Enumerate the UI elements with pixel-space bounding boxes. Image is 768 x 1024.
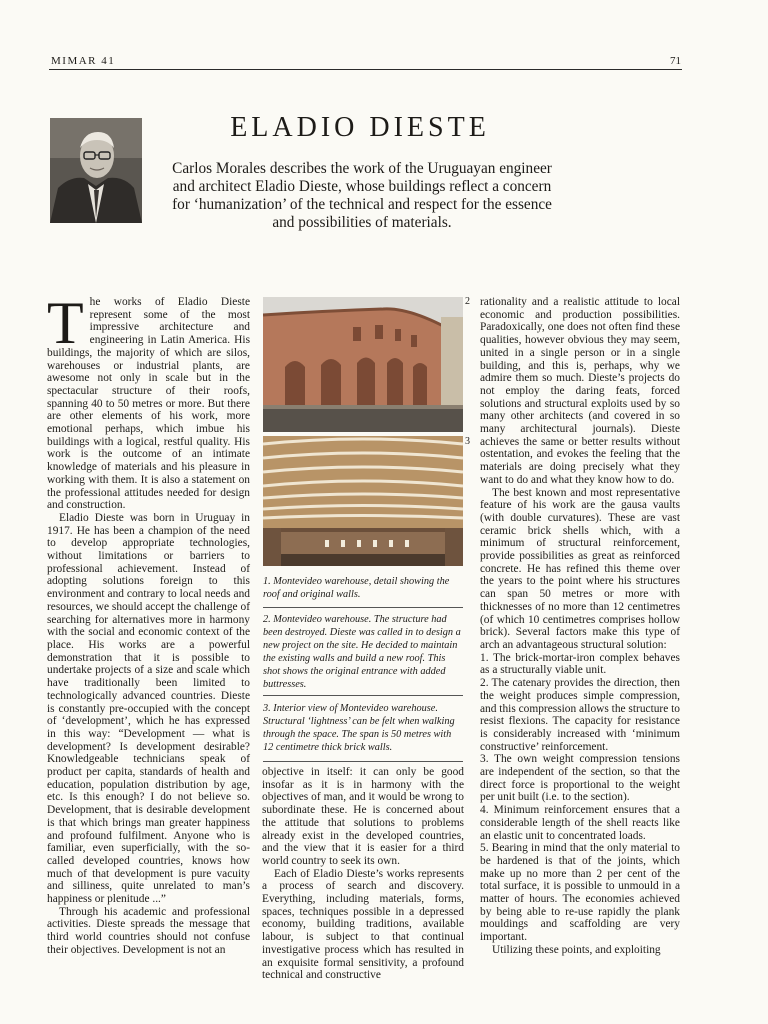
list-item: 4. Minimum reinforcement ensures that a considerable length of the shell reacts like an elastic unit to concentrated loads. bbox=[480, 804, 680, 842]
figure-number-3: 3 bbox=[465, 436, 470, 447]
article-deck: Carlos Morales describes the work of the Uruguayan engineer and architect Eladio Dieste, whose buildings reflect a concern for ‘humanization’ of the technical and respect for the essence and possibilities of materials. bbox=[172, 160, 552, 231]
journal-issue: MIMAR 41 bbox=[51, 55, 116, 67]
figure-caption-3: 3. Interior view of Montevideo warehouse. Structural ‘lightness’ can be felt when walking through the space. The span is 50 metres with 12 centimetre thick brick walls. bbox=[263, 703, 455, 753]
body-paragraph: Each of Eladio Dieste’s works represents a process of search and discovery. Everything, including materials, forms, spaces, techniques possible in a depressed economy, building traditions, available labour, is subject to that continual investigative process which has resulted in an exquisite formal sensitivity, a profound technical and constructive bbox=[262, 867, 464, 982]
body-paragraph: Utilizing these points, and exploiting bbox=[492, 943, 661, 956]
list-item: 1. The brick-mortar-iron complex behaves as a structurally viable unit. bbox=[480, 651, 680, 677]
body-paragraph: Eladio Dieste was born in Uruguay in 1917. He has been a champion of the need to develop appropriate technologies, without limitations or barriers to professional achievement. Instead of adopting solutions foreign to this environment and contrary to local needs and resources, we should accept the challenge of searching for alternatives more in harmony with the social and economic context of the place. His works are a powerful demonstration that it is possible to undertake projects of a size and scale which have traditionally been limited to technologically advanced countries. Dieste is constantly pre-occupied with the concept of ‘development’, which he has expressed in this way: “Development — what is development? Is development desirable? Knowledgeable technicians speak of product per capita, standards of health and education, population distribution by age, etc. Is this enough? I do not believe so. Development, that is desirable development is that which brings man greater happiness and profound fulfilment. Anyone who is familiar, even superficially, with the so-called developed countries, knows how much of that development is pure vacuity and silliness, quite unrelated to man’s happiness or plenitude ...” bbox=[47, 511, 250, 906]
figure-caption-2: 2. Montevideo warehouse. The structure had been destroyed. Dieste was called in to design a new project on the site. He decided to maintain the existing walls and build a new roof. This shot shows the original entrance with added buttresses. bbox=[263, 614, 461, 690]
page-number: 71 bbox=[670, 55, 681, 67]
caption-rule bbox=[263, 607, 463, 608]
figure-number-2: 2 bbox=[465, 296, 470, 307]
header-rule bbox=[49, 69, 682, 70]
body-paragraph: The best known and most representative feature of his work are the gausa vaults (with double curvatures). These are vast ceramic brick shells which, with a minimum of structural reinforcement, provide possibilities as great as reinforced concrete. He has refined this theme over the years to the point where his structures can span 50 metres or more with thicknesses of no more than 12 centimetres (of which 10 centimetres comprises hollow brick). Several factors make this type of arch an advantageous structural solution: bbox=[480, 486, 680, 651]
caption-rule bbox=[263, 695, 463, 696]
figure-caption-1: 1. Montevideo warehouse, detail showing the roof and original walls. bbox=[263, 576, 450, 600]
body-column-1 bbox=[47, 290, 250, 957]
body-paragraph: rationality and a realistic attitude to local economic and production possibilities. Paradoxically, one does not often find these qualities, however obvious they may seem, united in a single person or in a single building, and this is, perhaps, why we admire them so much. Dieste’s projects do not employ the daring feats, forced solutions and structural exploits used by so many other architects (and covered in so many architectural journals). Dieste achieves the same or better results without ostentation, and evokes the feeling that the materials are doing precisely what they want to do and what they know how to do. bbox=[480, 296, 680, 486]
body-column-2 bbox=[262, 766, 464, 982]
list-item: 3. The own weight compression tensions are independent of the section, so that the direct force is proportional to the weight per unit built (i.e. to the section). bbox=[480, 753, 680, 804]
caption-rule bbox=[263, 761, 463, 762]
figure-warehouse-interior-photo bbox=[263, 436, 463, 566]
running-head bbox=[51, 55, 681, 69]
drop-cap: T bbox=[47, 290, 84, 356]
body-paragraph: Through his academic and professional activities. Dieste spreads the message that third world countries should not confuse their objectives. Development is not an bbox=[47, 905, 250, 956]
list-item: 2. The catenary provides the direction, then the weight produces simple compression, and this compression allows the structure to resist flexions. The capacity for resistance is considerably increased with ‘minimum constructive’ reinforcement. bbox=[480, 677, 680, 753]
list-item: 5. Bearing in mind that the only material to be hardened is that of the joints, which make up no more than 2 per cent of the total surface, it is possible to unmould in a matter of hours. The economies achieved by being able to re-use rapidly the plank mouldings and scaffolding are very important. bbox=[480, 842, 680, 944]
article-title: ELADIO DIESTE bbox=[230, 112, 490, 143]
author-portrait-photo bbox=[50, 118, 142, 223]
body-paragraph: The works of Eladio Dieste represent some of the most impressive architecture and engineering in Latin America. His buildings, the majority of which are silos, warehouses or industrial plants, are awesome not only in scale but in the spectacular structure of their roofs, spanning 40 to 50 metres or more. But there are other elements of his work, more emotional perhaps, which imbue his buildings with a logical, restful quality. His work is the outcome of an intimate knowledge of materials and his pleasure in working with them. It is also a statement on the professional attitudes needed for design and construction. bbox=[47, 290, 250, 512]
figure-warehouse-exterior-photo bbox=[263, 297, 463, 432]
body-column-3 bbox=[480, 296, 680, 957]
body-paragraph: objective in itself: it can only be good insofar as it is in harmony with the objectives of man, and it would be wrong to subordinate these. He is concerned about the attitude that solutions to problems already exist in the developed countries, and the view that it is easier for a third world country to seek its own. bbox=[262, 766, 464, 867]
